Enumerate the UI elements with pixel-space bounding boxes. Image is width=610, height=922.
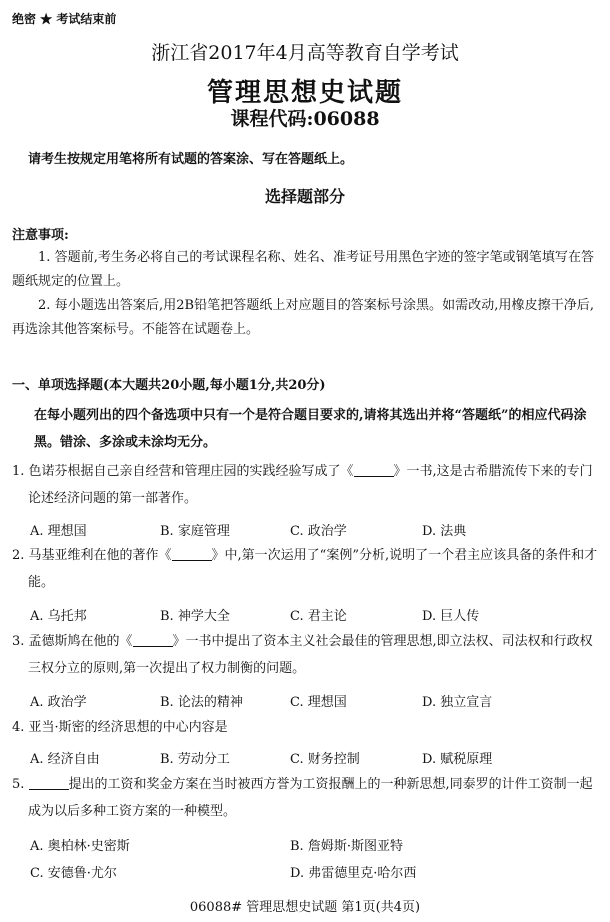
option-a: A. 政治学	[30, 695, 87, 710]
option-b: B. 家庭管理	[160, 524, 230, 539]
notice-item-1: 1. 答题前,考生务必将自己的考试课程名称、姓名、准考证号用黑色字迹的签字笔或钢笔填写在答题纸规定的位置上。	[12, 250, 594, 289]
exam-title: 浙江省2017年4月高等教育自学考试	[151, 42, 459, 64]
option-c: C. 政治学	[290, 524, 347, 539]
question-2	[12, 542, 598, 596]
answer-blank	[29, 775, 69, 790]
option-b: B. 詹姆斯·斯图亚特	[290, 839, 403, 854]
option-a: A. 经济自由	[30, 752, 100, 767]
answer-instruction: 请考生按规定用笔将所有试题的答案涂、写在答题纸上。	[28, 152, 354, 167]
answer-blank	[354, 462, 394, 477]
question-stem: 3. 孟德斯鸠在他的《 》一书中提出了资本主义社会最佳的管理思想,即立法权、司法权和行政权三权分立的原则,第一次提出了权力制衡的问题。	[12, 634, 593, 676]
part-one-title: 一、单项选择题(本大题共20小题,每小题1分,共20分)	[12, 378, 326, 393]
option-a: A. 理想国	[30, 524, 87, 539]
option-c: C. 财务控制	[290, 752, 360, 767]
option-a: A. 奥柏林·史密斯	[30, 839, 130, 854]
question-1	[12, 458, 598, 512]
option-b: B. 神学大全	[160, 609, 230, 624]
option-c: C. 安德鲁·尤尔	[30, 866, 117, 881]
answer-blank	[172, 546, 212, 561]
question-stem: 4. 亚当·斯密的经济思想的中心内容是	[12, 720, 228, 735]
question-3	[12, 628, 598, 682]
option-d: D. 独立宣言	[422, 695, 493, 710]
section-title: 选择题部分	[264, 187, 345, 206]
option-c: C. 理想国	[290, 695, 347, 710]
option-d: D. 巨人传	[422, 609, 480, 624]
question-stem: 5. 提出的工资和奖金方案在当时被西方誉为工资报酬上的一种新思想,同泰罗的计件工资制一起成为以后多种工资方案的一种模型。	[12, 777, 593, 819]
answer-blank	[133, 632, 173, 647]
option-a: A. 乌托邦	[30, 609, 87, 624]
option-d: D. 赋税原理	[422, 752, 493, 767]
question-5	[12, 771, 598, 825]
notice-item-2: 2. 每小题选出答案后,用2B铅笔把答题纸上对应题目的答案标号涂黑。如需改动,用橡皮擦干净后,再选涂其他答案标号。不能答在试题卷上。	[12, 298, 594, 337]
question-4	[12, 714, 598, 741]
option-b: B. 劳动分工	[160, 752, 230, 767]
secret-mark: 绝密 ★ 考试结束前	[12, 12, 117, 26]
option-c: C. 君主论	[290, 609, 347, 624]
paper-title: 管理思想史试题	[206, 78, 403, 108]
option-d: D. 法典	[422, 524, 467, 539]
part-one-note: 在每小题列出的四个备选项中只有一个是符合题目要求的,请将其选出并将“答题纸”的相应代码涂黑。错涂、多涂或未涂均无分。	[34, 408, 587, 450]
course-code: 课程代码:06088	[230, 108, 380, 130]
option-d: D. 弗雷德里克·哈尔西	[290, 866, 417, 881]
notice-title: 注意事项:	[12, 228, 69, 243]
page-footer: 06088# 管理思想史试题 第1页(共4页)	[189, 900, 421, 915]
option-b: B. 论法的精神	[160, 695, 243, 710]
question-stem: 2. 马基亚维利在他的著作《 》中,第一次运用了“案例”分析,说明了一个君主应该具备的条件和才能。	[12, 548, 598, 590]
question-stem: 1. 色诺芬根据自己亲自经营和管理庄园的实践经验写成了《 》一书,这是古希腊流传下来的专门论述经济问题的第一部著作。	[12, 464, 593, 506]
